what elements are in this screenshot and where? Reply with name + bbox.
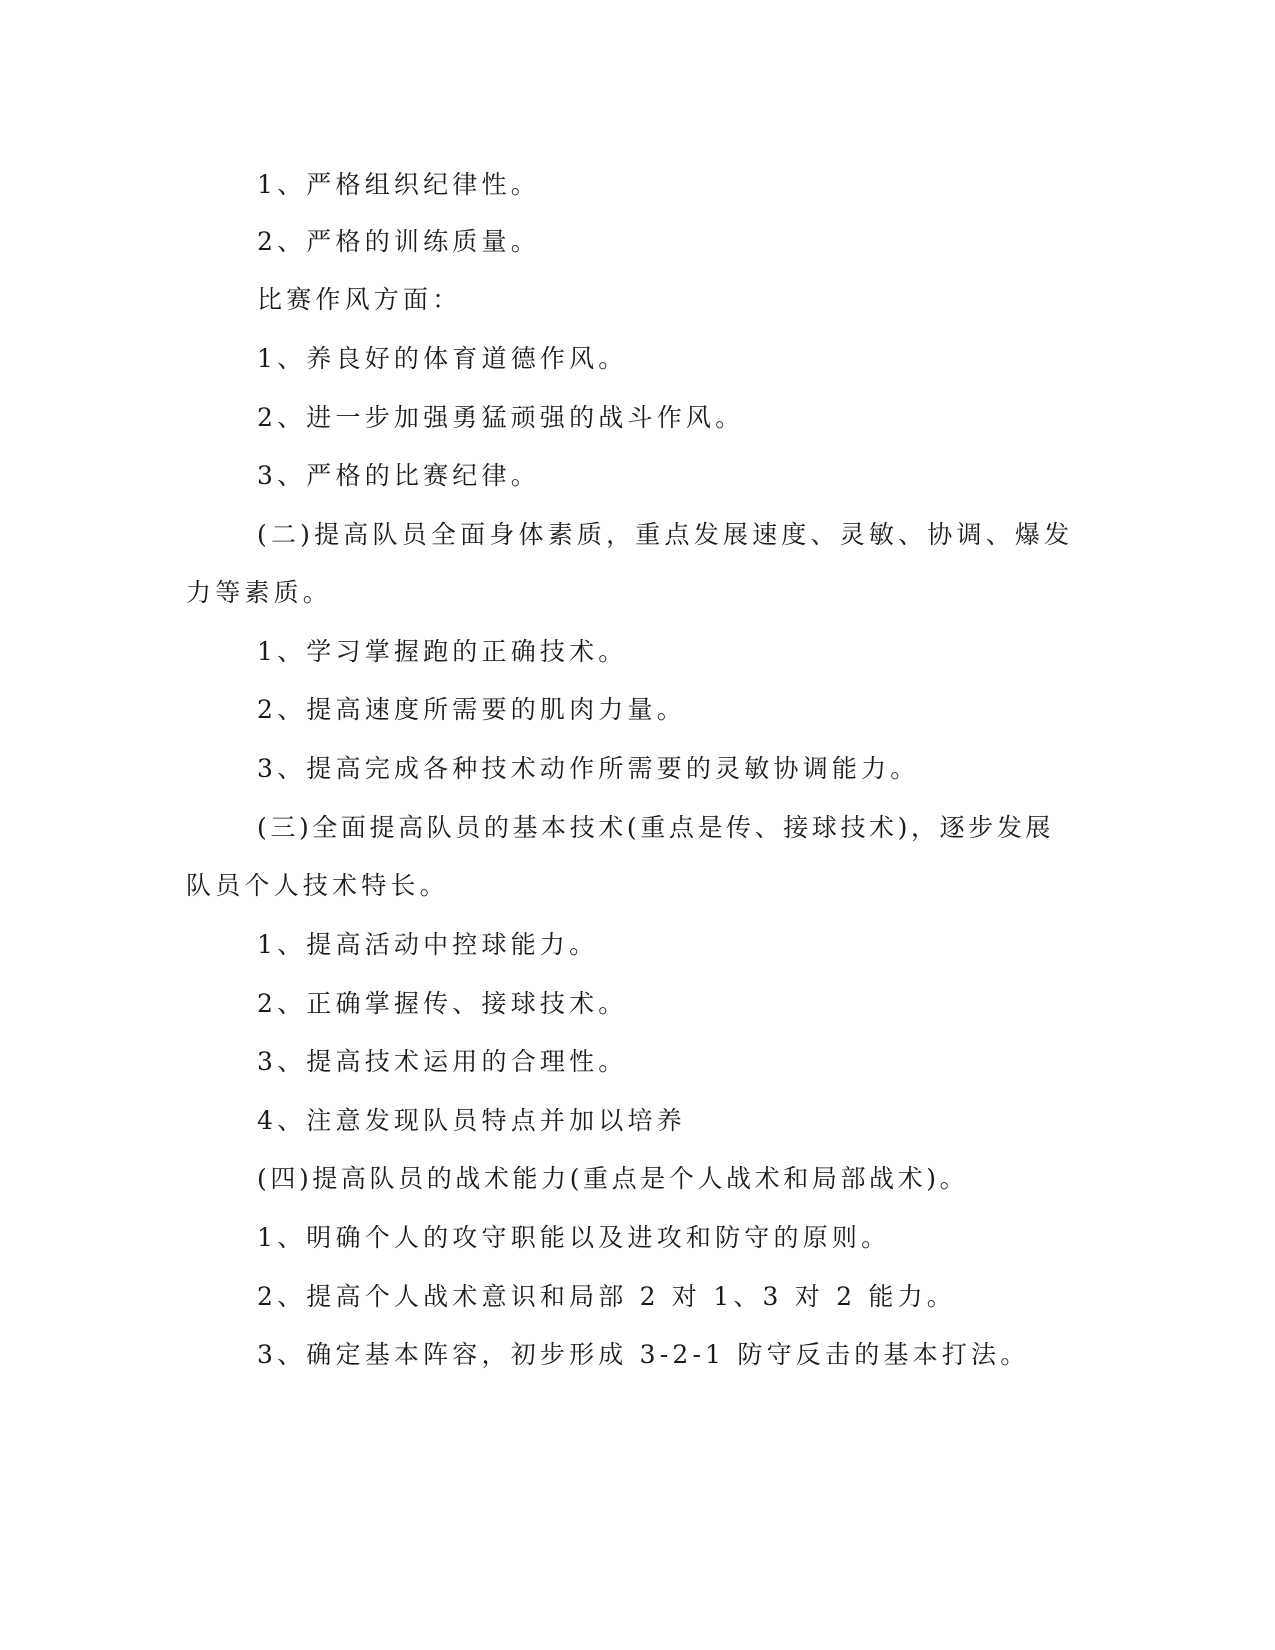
list-item: 2、严格的训练质量。 — [257, 227, 540, 256]
list-item: 1、严格组织纪律性。 — [257, 170, 540, 199]
paragraph-line: 队员个人技术特长。 — [186, 871, 449, 900]
list-item: 3、确定基本阵容，初步形成 3-2-1 防守反击的基本打法。 — [257, 1340, 1030, 1369]
list-item: 2、提高速度所需要的肌肉力量。 — [257, 695, 686, 724]
list-item: 1、养良好的体育道德作风。 — [257, 344, 628, 373]
list-item: 1、提高活动中控球能力。 — [257, 930, 599, 959]
paragraph-line: (四)提高队员的战术能力(重点是个人战术和局部战术)。 — [257, 1164, 969, 1193]
paragraph-line: 力等素质。 — [186, 578, 333, 607]
list-item: 3、提高完成各种技术动作所需要的灵敏协调能力。 — [257, 754, 920, 783]
section-heading: 比赛作风方面： — [257, 285, 462, 314]
list-item: 3、严格的比赛纪律。 — [257, 461, 540, 490]
paragraph-line: (三)全面提高队员的基本技术(重点是传、接球技术)，逐步发展 — [257, 813, 1055, 842]
list-item: 1、学习掌握跑的正确技术。 — [257, 637, 628, 666]
list-item: 3、提高技术运用的合理性。 — [257, 1047, 628, 1076]
list-item: 1、明确个人的攻守职能以及进攻和防守的原则。 — [257, 1223, 891, 1252]
list-item: 4、注意发现队员特点并加以培养 — [257, 1106, 686, 1135]
list-item: 2、提高个人战术意识和局部 2 对 1、3 对 2 能力。 — [257, 1282, 957, 1311]
paragraph-line: (二)提高队员全面身体素质，重点发展速度、灵敏、协调、爆发 — [257, 520, 1074, 549]
list-item: 2、正确掌握传、接球技术。 — [257, 989, 628, 1018]
list-item: 2、进一步加强勇猛顽强的战斗作风。 — [257, 403, 745, 432]
